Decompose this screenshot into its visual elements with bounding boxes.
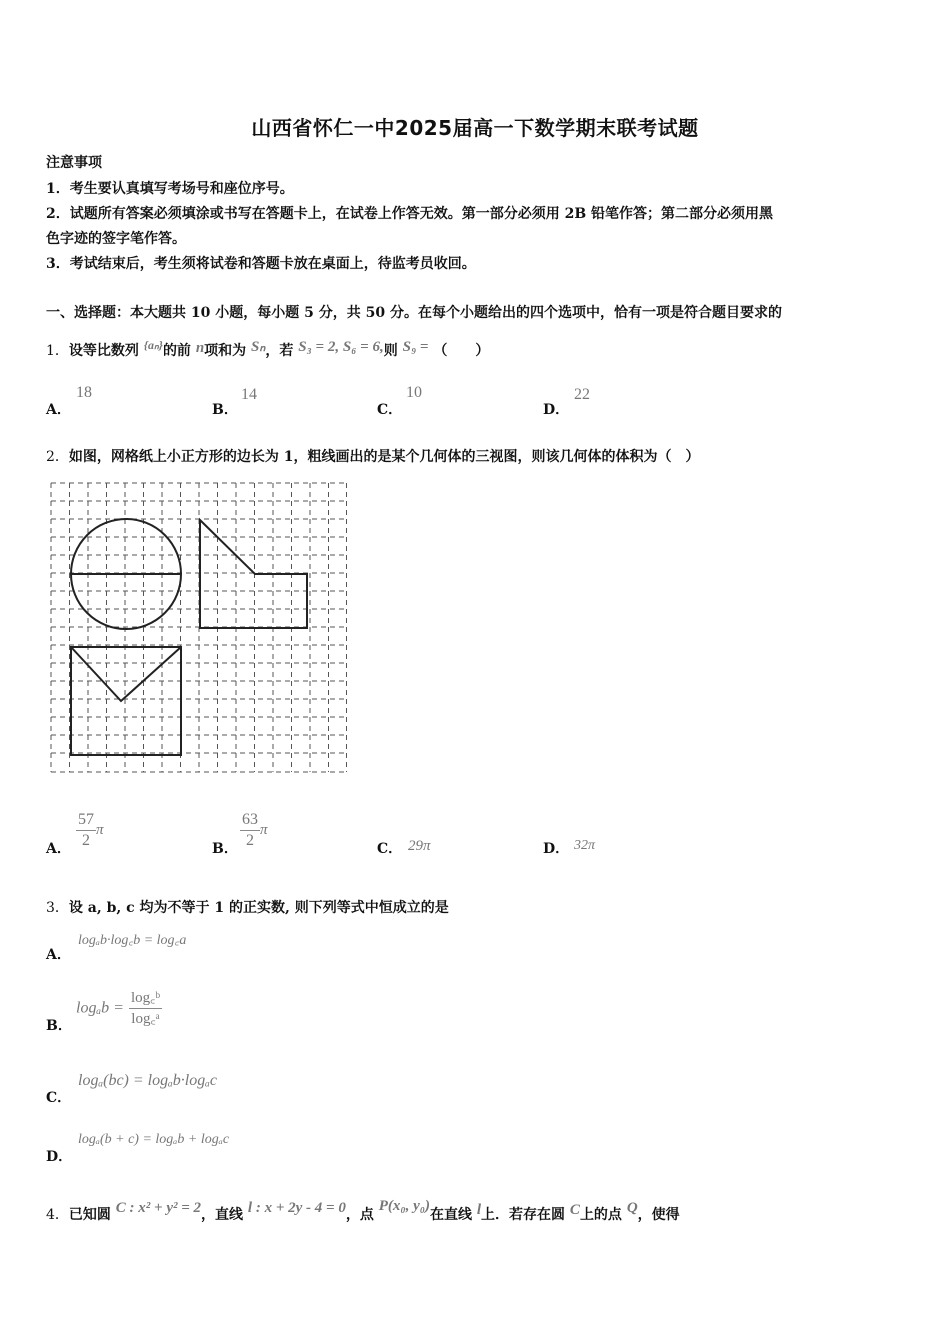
q2-option-b: B．	[212, 841, 238, 857]
math-point: P(x₀, y₀)	[378, 1198, 430, 1214]
math-s9: S₉ =	[402, 339, 429, 355]
math-c: C	[569, 1202, 580, 1218]
question-1: 1．设等比数列 {aₙ}的前 n项和为 Sₙ，若 S₃ = 2, S₆ = 6,则 S₉ = （ ）	[46, 338, 490, 359]
q2-option-a-value: $\frac{57}{2}$ π	[78, 811, 104, 849]
q2-option-c: C．	[377, 841, 403, 857]
question-2: 2．如图，网格纸上小正方形的边长为 1，粗线画出的是某个几何体的三视图，则该几何体的体积为（ ）	[46, 449, 700, 465]
question-4: 4．已知圆 C : x² + y² = 2，直线 l : x + 2y - 4 = 0，点 P(x₀, y₀)在直线 l上．若存在圆 C上的点 Q，使得	[46, 1198, 680, 1223]
question-number: 1．	[46, 343, 69, 359]
math-condition: S₃ = 2, S₆ = 6,	[298, 339, 384, 355]
q3-option-d: D．	[46, 1149, 73, 1165]
math-line: l : x + 2y - 4 = 0	[247, 1200, 346, 1216]
three-view-figure	[50, 482, 348, 774]
q3-option-b-value: logₐb = $\frac{\text{log꜀ᵇ}}{\text{log꜀ᵃ}}$	[76, 990, 161, 1027]
q3-option-a-value: logₐb·log꜀b = log꜀a	[78, 933, 187, 948]
notice-item: 色字迹的签字笔作答。	[46, 231, 186, 247]
q3-option-b: B．	[46, 1018, 72, 1034]
notice-item: 1．考生要认真填写考场号和座位序号。	[46, 181, 294, 197]
section-heading: 一、选择题：本大题共 10 小题，每小题 5 分，共 50 分。在每个小题给出的四个选项中，恰有一项是符合题目要求的	[46, 305, 782, 321]
q2-option-a: A．	[46, 841, 71, 857]
question-3: 3．设 a, b, c 均为不等于 1 的正实数, 则下列等式中恒成立的是	[46, 900, 449, 916]
q2-option-c-value: 29π	[408, 838, 431, 854]
q1-option-c: C．	[377, 402, 403, 418]
q1-option-c-value: 10	[406, 384, 422, 401]
math-circle: C : x² + y² = 2	[115, 1200, 202, 1216]
math-q: Q	[626, 1200, 638, 1216]
math-sequence: {aₙ}	[143, 338, 163, 352]
q1-option-a: A．	[46, 402, 71, 418]
q3-option-d-value: logₐ(b + c) = logₐb + logₐc	[78, 1132, 230, 1147]
question-number: 2．	[46, 449, 69, 465]
q3-option-c-value: logₐ(bc) = logₐb·logₐc	[78, 1072, 218, 1089]
side-view-shape	[200, 520, 307, 628]
q2-option-b-value: $\frac{63}{2}$ π	[242, 811, 268, 849]
q1-option-d-value: 22	[574, 386, 590, 403]
math-sn: Sₙ	[251, 339, 266, 355]
math-n: n	[195, 340, 205, 356]
notice-item: 3．考试结束后，考生须将试卷和答题卡放在桌面上，待监考员收回。	[46, 256, 476, 272]
q2-option-d: D．	[543, 841, 570, 857]
question-number: 4．	[46, 1207, 69, 1223]
q1-option-a-value: 18	[76, 384, 92, 401]
notice-heading: 注意事项	[46, 155, 102, 171]
q3-option-a: A．	[46, 947, 71, 963]
q1-option-d: D．	[543, 402, 570, 418]
q2-option-d-value: 32π	[574, 838, 596, 853]
page-title: 山西省怀仁一中2025届高一下数学期末联考试题	[251, 116, 699, 140]
q3-option-c: C．	[46, 1090, 72, 1106]
math-l: l	[476, 1202, 482, 1218]
notice-item: 2．试题所有答案必须填涂或书写在答题卡上，在试卷上作答无效。第一部分必须用 2B 铅笔作答；第二部分必须用黑	[46, 206, 774, 222]
q1-option-b-value: 14	[241, 386, 257, 403]
question-number: 3．	[46, 900, 69, 916]
q1-option-b: B．	[212, 402, 238, 418]
